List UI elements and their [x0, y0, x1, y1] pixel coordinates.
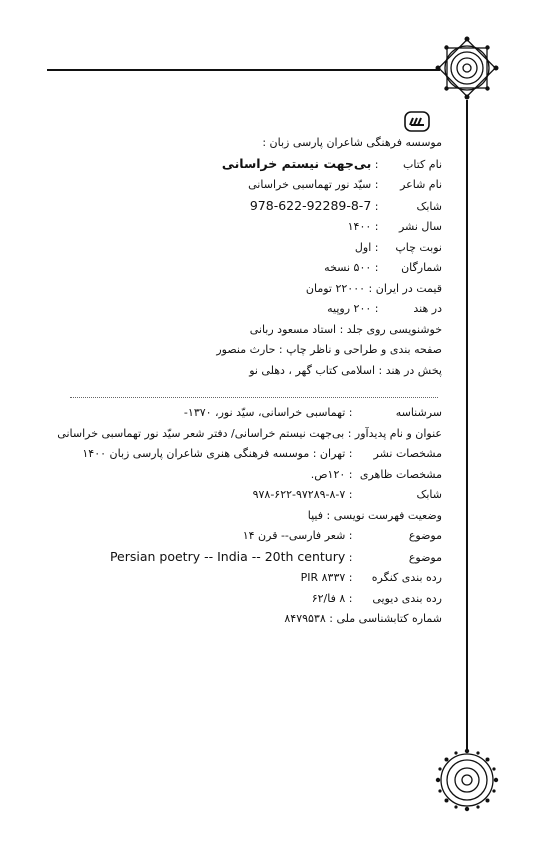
price-iran-label: قیمت در ایران — [375, 281, 442, 295]
copies-sep: : — [374, 261, 379, 274]
cip-publication-value: تهران : موسسه فرهنگی هنری شاعران پارسی زبان ۱۴۰۰ — [82, 447, 346, 460]
cip-heading-value: تهماسبی خراسانی، سیّد نور، ۱۳۷۰- — [183, 406, 346, 419]
price-india-row — [112, 299, 442, 320]
isbn-value: 978-622-92289-8-7 — [249, 197, 372, 213]
poet-row — [112, 175, 442, 196]
cip-status-sep: : — [326, 508, 331, 522]
cip-title-value: بی‌جهت نیستم خراسانی/ دفتر شعر سیّد نور تهماسبی خراسانی — [57, 426, 345, 440]
cip-dewey-value: ۸ فا/۶۲ — [311, 591, 346, 605]
poet-value: سیّد نور تهماسبی خراسانی — [248, 178, 372, 191]
cip-status-label: وضعیت فهرست نویسی — [333, 508, 442, 522]
book-title-row — [112, 154, 442, 176]
cip-dewey-row — [42, 589, 442, 610]
cip-dewey-label: رده بندی دیویی — [372, 591, 442, 605]
copies-value: ۵۰۰ نسخه — [324, 261, 372, 274]
cip-isbn-label: شابک — [416, 488, 442, 501]
price-iran-row — [112, 279, 442, 300]
cip-subject2-row — [42, 547, 442, 569]
isbn-label: شابک — [416, 199, 442, 213]
poet-label: نام شاعر — [400, 178, 442, 191]
year-row — [112, 217, 442, 238]
cip-subject1-sep: : — [348, 529, 353, 542]
cip-isbn-row — [42, 485, 442, 506]
edition-value: اول — [354, 240, 372, 254]
cip-isbn-sep: : — [348, 488, 353, 501]
cip-dewey-sep: : — [348, 591, 353, 605]
price-iran-sep: : — [368, 281, 373, 295]
cip-publication-label: مشخصات نشر — [373, 447, 442, 460]
poet-sep: : — [374, 178, 379, 191]
publisher-line: موسسه فرهنگی شاعران پارسی زبان : — [262, 136, 442, 149]
layout-line: صفحه بندی و طراحی و ناظر چاپ : حارث منصور — [216, 343, 442, 356]
cip-physical-row — [42, 465, 442, 486]
edition-sep: : — [374, 240, 379, 254]
year-sep: : — [374, 220, 379, 233]
edition-label: نوبت چاپ — [395, 240, 442, 254]
cip-congress-label: رده بندی کنگره — [371, 571, 442, 584]
cip-status-row — [42, 506, 442, 527]
cip-congress-row — [42, 568, 442, 589]
cip-publication-sep: : — [348, 447, 353, 460]
cip-physical-label: مشخصات ظاهری — [359, 467, 442, 481]
cip-status-value: فیپا — [307, 508, 323, 522]
cip-publication-row — [42, 444, 442, 465]
cip-title-label: عنوان و نام پدیدآور — [354, 426, 442, 440]
cip-subject2-value: Persian poetry -- India -- 20th century — [109, 548, 346, 564]
year-label: سال نشر — [398, 220, 442, 233]
cip-heading-sep: : — [348, 406, 353, 419]
cip-title-sep: : — [347, 426, 352, 440]
book-title-label: نام کتاب — [403, 157, 442, 171]
copies-label: شمارگان — [401, 261, 442, 274]
cip-congress-sep: : — [348, 571, 353, 584]
cip-subject1-label: موضوع — [408, 529, 442, 542]
isbn-row — [112, 196, 442, 218]
year-value: ۱۴۰۰ — [347, 220, 372, 233]
publisher-logo-icon — [404, 111, 430, 132]
calligraphy-line: خوشنویسی روی جلد : استاد مسعود ربانی — [249, 322, 442, 336]
cip-national-value: ۸۴۷۹۵۳۸ — [284, 612, 326, 625]
distribution-line: پخش در هند : اسلامی کتاب گهر ، دهلی نو — [249, 363, 442, 377]
book-title-value: بی‌جهت نیستم خراسانی — [221, 155, 372, 171]
copies-row — [112, 258, 442, 279]
cip-subject1-value: شعر فارسی-- قرن ۱۴ — [242, 529, 346, 542]
frame-top-rule — [47, 69, 440, 71]
imprint-block — [112, 133, 442, 381]
cip-national-row — [42, 609, 442, 630]
cip-national-sep: : — [329, 612, 333, 625]
price-india-sep: : — [374, 302, 379, 315]
cip-subject2-label: موضوع — [408, 550, 442, 564]
price-india-label: در هند — [413, 302, 442, 315]
rosette-ornament-icon — [435, 748, 499, 812]
cip-national-label: شماره کتابشناسی ملی — [336, 612, 442, 625]
cip-block — [42, 403, 442, 630]
cip-title-row — [42, 424, 442, 445]
cip-subject2-sep: : — [348, 550, 353, 564]
cip-congress-value: PIR ۸۳۳۷ — [300, 571, 346, 584]
cip-isbn-value: ۹۷۸-۶۲۲-۹۷۲۸۹-۸-۷ — [252, 488, 346, 501]
cip-subject1-row — [42, 526, 442, 547]
book-title-sep: : — [374, 157, 379, 171]
cip-heading-row — [42, 403, 442, 424]
isbn-sep: : — [374, 199, 379, 213]
cip-heading-label: سرشناسه — [395, 406, 442, 419]
cip-physical-sep: : — [348, 467, 353, 481]
price-india-value: ۲۰۰ روپیه — [327, 302, 372, 315]
price-iran-value: ۲۲۰۰۰ تومان — [305, 281, 366, 295]
dotted-separator — [70, 397, 438, 398]
frame-side-rule — [466, 100, 468, 750]
rosette-ornament-icon — [435, 36, 499, 100]
cip-physical-value: ۱۲۰ص. — [310, 467, 346, 481]
edition-row — [112, 238, 442, 259]
